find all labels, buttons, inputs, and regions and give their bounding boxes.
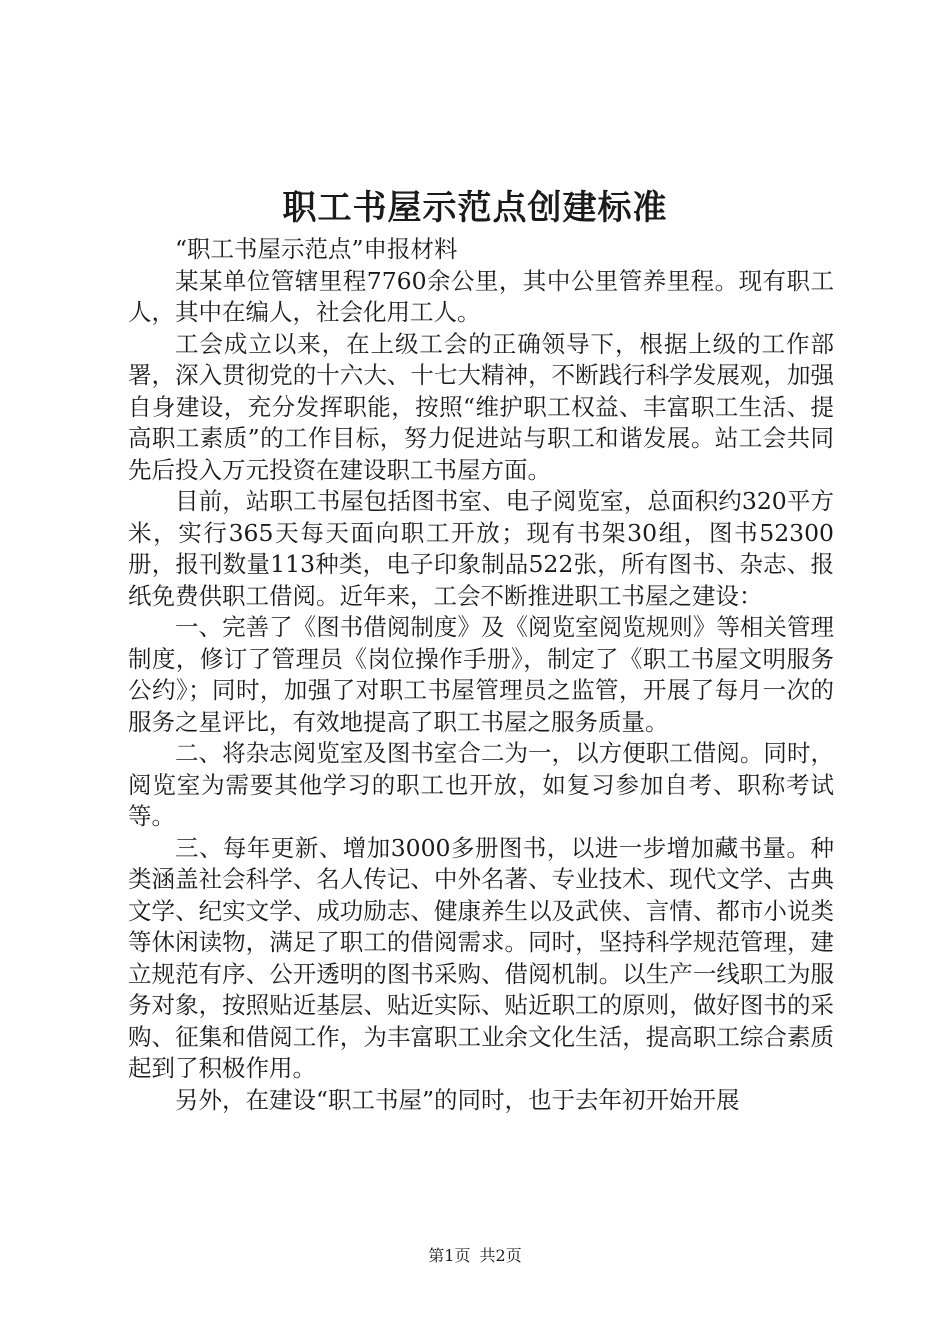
paragraph-4: 一、完善了《图书借阅制度》及《阅览室阅览规则》等相关管理制度，修订了管理员《岗位操作手册》，制定了《职工书屋文明服务公约》；同时，加强了对职工书屋管理员之监管，开展了每月一次的服务之星评比，有效地提高了职工书屋之服务质量。 bbox=[128, 613, 834, 736]
document-subtitle: “职工书屋示范点”申报材料 bbox=[175, 235, 458, 263]
page-footer bbox=[0, 1244, 950, 1268]
document-title: 职工书屋示范点创建标准 bbox=[282, 188, 668, 228]
paragraph-3: 目前，站职工书屋包括图书室、电子阅览室，总面积约320平方米，实行365天每天面向职工开放；现有书架30组，图书52300册，报刊数量113种类，电子印象制品522张，所有图书、杂志、报纸免费供职工借阅。近年来，工会不断推进职工书屋之建设： bbox=[128, 487, 834, 610]
paragraph-6: 三、每年更新、增加3000多册图书，以进一步增加藏书量。种类涵盖社会科学、名人传记、中外名著、专业技术、现代文学、古典文学、纪实文学、成功励志、健康养生以及武侠、言情、都市小说类等休闲读物，满足了职工的借阅需求。同时，坚持科学规范管理，建立规范有序、公开透明的图书采购、借阅机制。以生产一线职工为服务对象，按照贴近基层、贴近实际、贴近职工的原则，做好图书的采购、征集和借阅工作，为丰富职工业余文化生活，提高职工综合素质起到了积极作用。 bbox=[128, 833, 834, 1082]
page-total: 共2页 bbox=[479, 1246, 522, 1265]
paragraph-5: 二、将杂志阅览室及图书室合二为一，以方便职工借阅。同时，阅览室为需要其他学习的职工也开放，如复习参加自考、职称考试等。 bbox=[128, 739, 834, 830]
document-body bbox=[128, 234, 834, 1116]
page-number: 第1页 bbox=[428, 1246, 471, 1265]
paragraph-1: 某某单位管辖里程7760余公里，其中公里管养里程。现有职工人，其中在编人，社会化用工人。 bbox=[128, 266, 834, 326]
paragraph-7: 另外，在建设“职工书屋”的同时，也于去年初开始开展 bbox=[175, 1085, 740, 1114]
paragraph-2: 工会成立以来，在上级工会的正确领导下，根据上级的工作部署，深入贯彻党的十六大、十七大精神，不断践行科学发展观，加强自身建设，充分发挥职能，按照“维护职工权益、丰富职工生活、提高职工素质”的工作目标，努力促进站与职工和谐发展。站工会共同先后投入万元投资在建设职工书屋方面。 bbox=[128, 329, 834, 484]
